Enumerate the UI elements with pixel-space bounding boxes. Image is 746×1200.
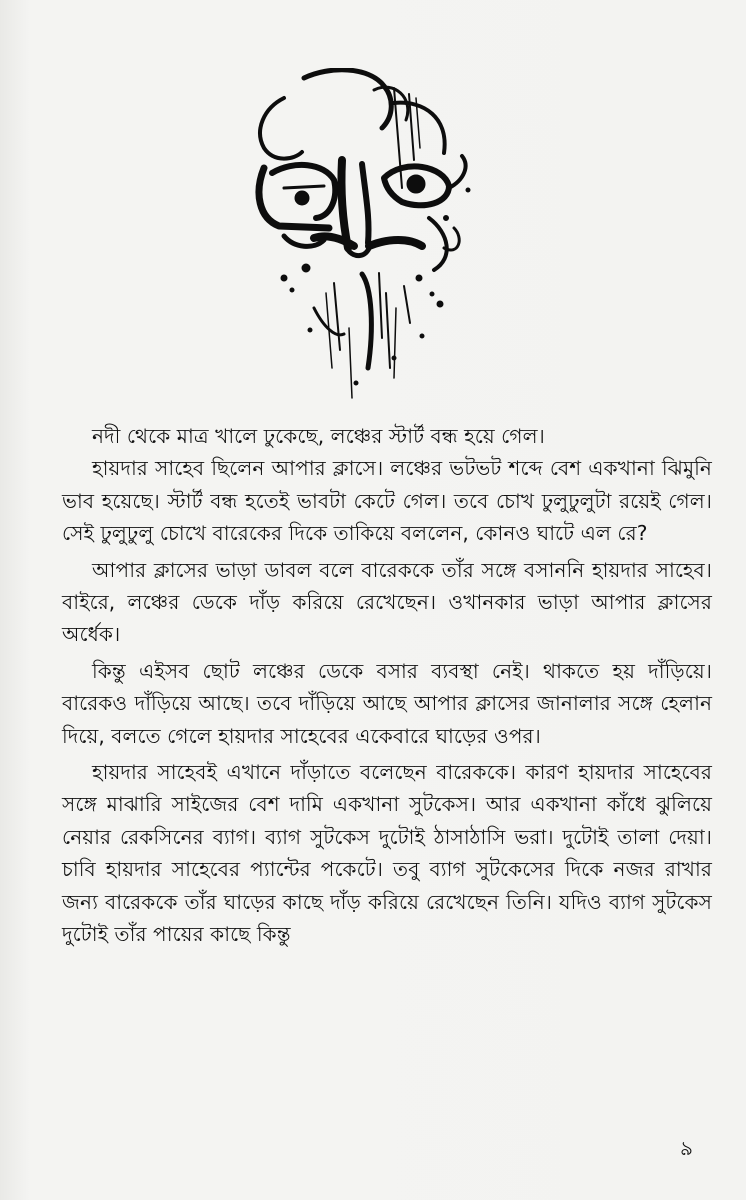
paragraph-2: হায়দার সাহেব ছিলেন আপার ক্লাসে। লঞ্চের ভটভট শব্দে বেশ একখানা ঝিমুনি ভাব হয়েছে। স্টার্ট বন্ধ হতেই ভাবটা কেটে গেল। তবে চোখ ঢুলুঢুলুটা রয়েই গেল। সেই ঢুলুঢুলু চোখে বারেকের দিকে তাকিয়ে বললেন, কোনও ঘাটে এল রে? [62,456,712,546]
story-text [62,420,712,951]
paragraph-1: নদী থেকে মাত্র খালে ঢুকেছে, লঞ্চের স্টার্ট বন্ধ হয়ে গেল। [92,424,545,448]
page-number: ৯ [680,1136,693,1160]
paragraph-3: আপার ক্লাসের ভাড়া ডাবল বলে বারেককে তাঁর সঙ্গে বসাননি হায়দার সাহেব। বাইরে, লঞ্চের ডেকে দাঁড় করিয়ে রেখেছেন। ওখানকার ভাড়া আপার ক্লাসের অর্ধেক। [62,557,712,647]
ink-face-sketch-icon [244,68,514,408]
paragraph-5: হায়দার সাহেবই এখানে দাঁড়াতে বলেছেন বারেককে। কারণ হায়দার সাহেবের সঙ্গে মাঝারি সাইজের বেশ দামি একখানা সুটকেস। আর একখানা কাঁধে ঝুলিয়ে নেয়ার রেকসিনের ব্যাগ। ব্যাগ সুটকেস দুটোই ঠাসাঠাসি ভরা। দুটোই তালা দেয়া। চাবি হায়দার সাহেবের প্যান্টের পকেটে। তবু ব্যাগ সুটকেসের দিকে নজর রাখার জন্য বারেককে তাঁর ঘাড়ের কাছে দাঁড় করিয়ে রেখেছেন তিনি। যদিও ব্যাগ সুটকেস দুটোই তাঁর পায়ের কাছে কিন্তু [62,760,712,947]
paragraph-4: কিন্তু এইসব ছোট লঞ্চের ডেকে বসার ব্যবস্থা নেই। থাকতে হয় দাঁড়িয়ে। বারেকও দাঁড়িয়ে আছে। তবে দাঁড়িয়ে আছে আপার ক্লাসের জানালার সঙ্গে হেলান দিয়ে, বলতে গেলে হায়দার সাহেবের একেবারে ঘাড়ের ওপর। [62,658,712,748]
